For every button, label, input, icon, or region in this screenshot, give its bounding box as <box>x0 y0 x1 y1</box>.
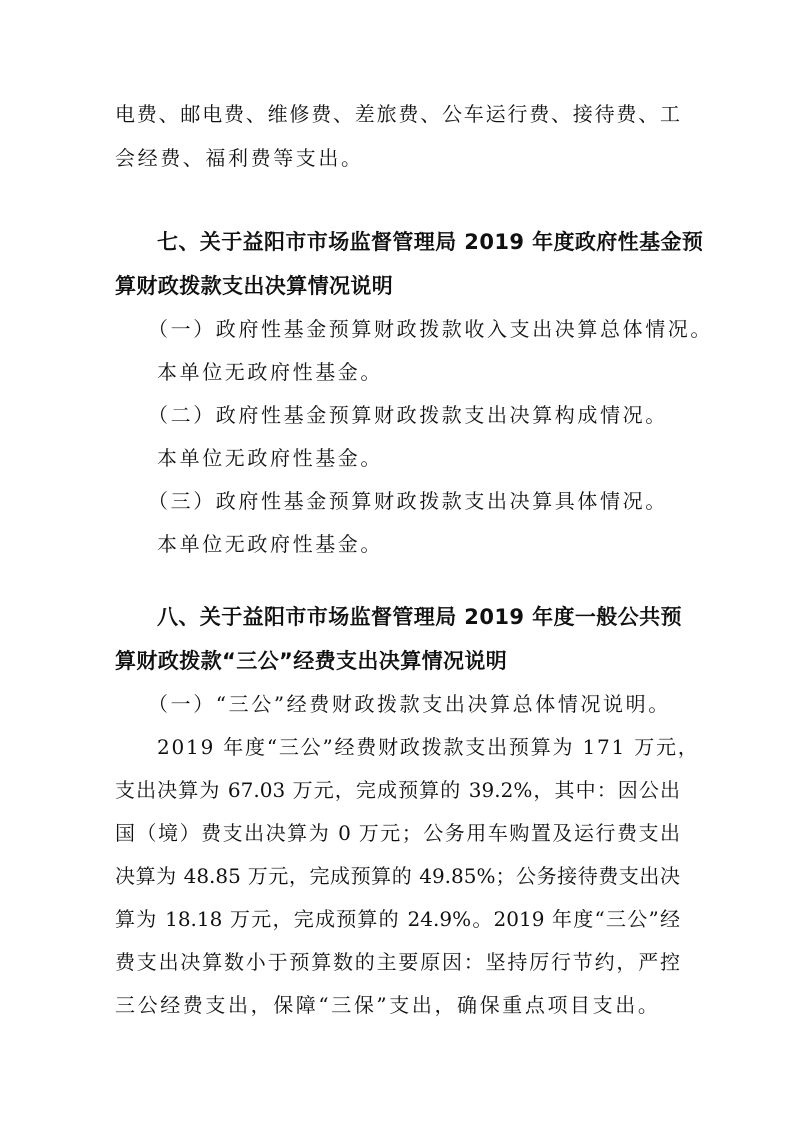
section7-item-1-body: 本单位无政府性基金。 <box>157 360 383 384</box>
section8-paragraph-line-4: 决算为 48.85 万元，完成预算的 49.85%；公务接待费支出决 <box>115 864 680 888</box>
section8-paragraph-line-3: 国（境）费支出决算为 0 万元；公务用车购置及运行费支出 <box>115 821 680 845</box>
section8-paragraph-line-5: 算为 18.18 万元，完成预算的 24.9%。2019 年度“三公”经 <box>115 907 680 931</box>
section7-item-3-title: （三）政府性基金预算财政拨款支出决算具体情况。 <box>148 489 668 513</box>
section7-item-3-body: 本单位无政府性基金。 <box>157 532 383 556</box>
section8-sub-title: （一）“三公”经费财政拨款支出决算总体情况说明。 <box>148 692 671 716</box>
section7-heading-line-1: 七、关于益阳市市场监督管理局 2019 年度政府性基金预 <box>157 230 704 254</box>
intro-line-1: 电费、邮电费、维修费、差旅费、公车运行费、接待费、工 <box>115 102 680 126</box>
section7-item-2-title: （二）政府性基金预算财政拨款支出决算构成情况。 <box>148 403 668 427</box>
intro-line-2: 会经费、福利费等支出。 <box>115 146 364 170</box>
section8-heading-line-1: 八、关于益阳市市场监督管理局 2019 年度一般公共预 <box>157 605 682 629</box>
section7-heading-line-2: 算财政拨款支出决算情况说明 <box>115 274 394 298</box>
section8-paragraph-line-6: 费支出决算数小于预算数的主要原因：坚持厉行节约，严控 <box>115 950 680 974</box>
section8-paragraph-line-1: 2019 年度“三公”经费财政拨款支出预算为 171 万元， <box>157 735 700 759</box>
section7-item-1-title: （一）政府性基金预算财政拨款收入支出决算总体情况。 <box>148 317 713 341</box>
section7-item-2-body: 本单位无政府性基金。 <box>157 446 383 470</box>
section8-paragraph-line-7: 三公经费支出，保障“三保”支出，确保重点项目支出。 <box>115 993 661 1017</box>
section8-paragraph-line-2: 支出决算为 67.03 万元，完成预算的 39.2%，其中：因公出 <box>115 778 680 802</box>
section8-heading-line-2: 算财政拨款“三公”经费支出决算情况说明 <box>115 649 508 673</box>
